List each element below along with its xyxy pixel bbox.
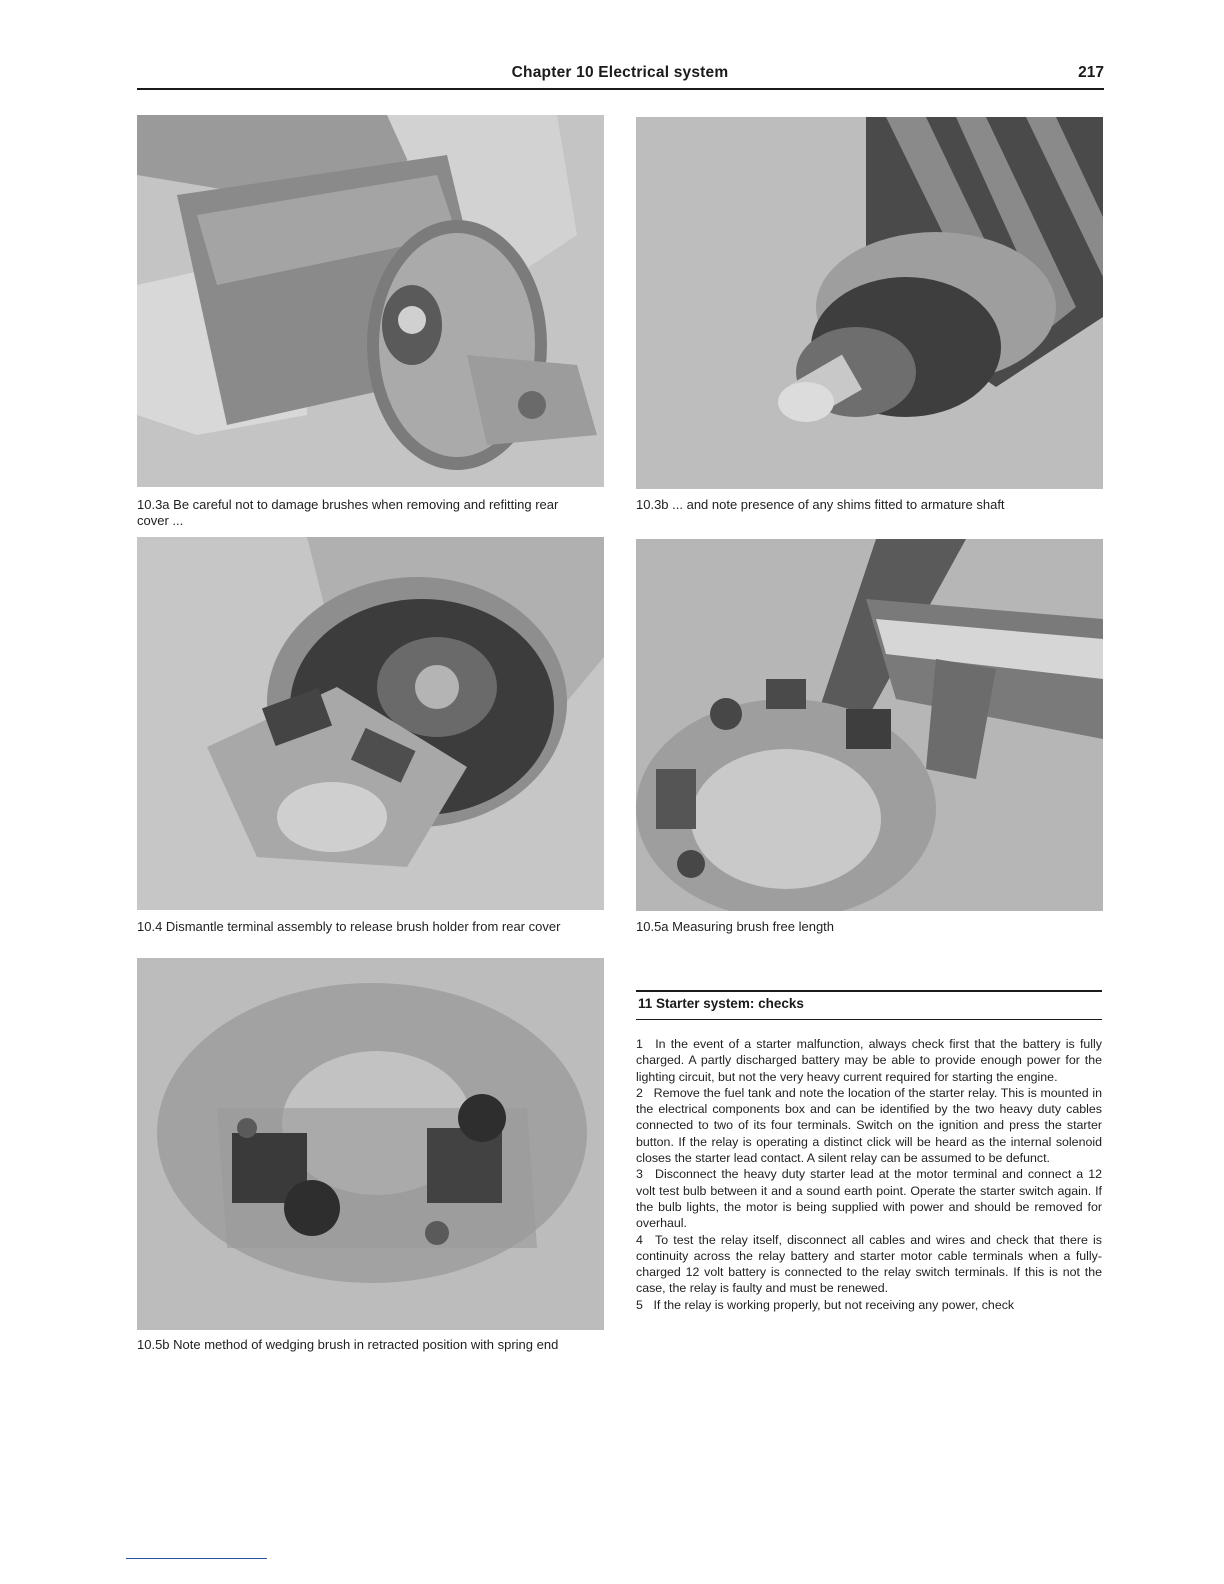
photo-measuring-brush-length: [636, 539, 1103, 911]
photo-rear-cover-brush-holder: [137, 537, 604, 910]
paragraph: [636, 1297, 1102, 1313]
footnote-rule: [126, 1558, 267, 1559]
paragraph-text: Disconnect the heavy duty starter lead at the motor terminal and connect a 12 volt test bulb between it and a sound earth point. Operate the starter switch again. If the bulb lights, the motor is being supplied with power and should be removed for overhaul.: [636, 1167, 1102, 1231]
caption-fig-10-5b: 10.5b Note method of wedging brush in retracted position with spring end: [137, 1337, 559, 1352]
paragraph-number: 5: [636, 1297, 643, 1312]
photo-brush-holder-plate: [137, 958, 604, 1330]
paragraph-text: If the relay is working properly, but not receiving any power, check: [653, 1297, 1015, 1312]
section-title: 11 Starter system: checks: [638, 996, 804, 1011]
page-number: 217: [1078, 64, 1104, 81]
section-rule-bottom: [636, 1019, 1102, 1020]
section-body: [636, 1036, 1102, 1313]
header-rule: [137, 88, 1104, 90]
paragraph-number: 4: [636, 1232, 643, 1247]
paragraph-text: To test the relay itself, disconnect all cables and wires and check that there is continuity across the relay battery and starter motor cable terminals when a fully-charged 12 volt battery is connected to the relay switch terminals. If this is not the case, the relay is faulty and must be renewed.: [636, 1232, 1102, 1296]
caption-fig-10-5a: 10.5a Measuring brush free length: [636, 919, 835, 934]
caption-fig-10-4: 10.4 Dismantle terminal assembly to release brush holder from rear cover: [137, 919, 561, 934]
paragraph: [636, 1166, 1102, 1231]
photo-armature-shaft: [636, 117, 1103, 489]
paragraph: [636, 1085, 1102, 1166]
paragraph-number: 2: [636, 1085, 643, 1100]
paragraph-text: Remove the fuel tank and note the location of the starter relay. This is mounted in the electrical components box and can be identified by the two heavy duty cables connected to two of its four terminals. Switch on the ignition and press the starter button. If the relay is operating a distinct click will be heard as the internal solenoid closes the starter lead contact. A silent relay can be assumed to be defunct.: [636, 1085, 1102, 1166]
paragraph-number: 1: [636, 1037, 643, 1051]
section-rule-top: [636, 990, 1102, 992]
paragraph-number: 3: [636, 1167, 643, 1182]
paragraph-text: In the event of a starter malfunction, always check first that the battery is fully charged. A partly discharged battery may be able to provide enough power for the lighting circuit, but not the very heavy current required for starting the engine.: [636, 1037, 1102, 1084]
caption-fig-10-3b: 10.3b ... and note presence of any shims fitted to armature shaft: [636, 497, 1005, 512]
page-header-title: Chapter 10 Electrical system: [511, 64, 729, 81]
caption-fig-10-3a: 10.3a Be careful not to damage brushes when removing and refitting rear cover ...: [137, 497, 559, 528]
paragraph: [636, 1232, 1102, 1297]
photo-starter-motor-rear-cover: [137, 115, 604, 487]
paragraph: [636, 1036, 1102, 1085]
